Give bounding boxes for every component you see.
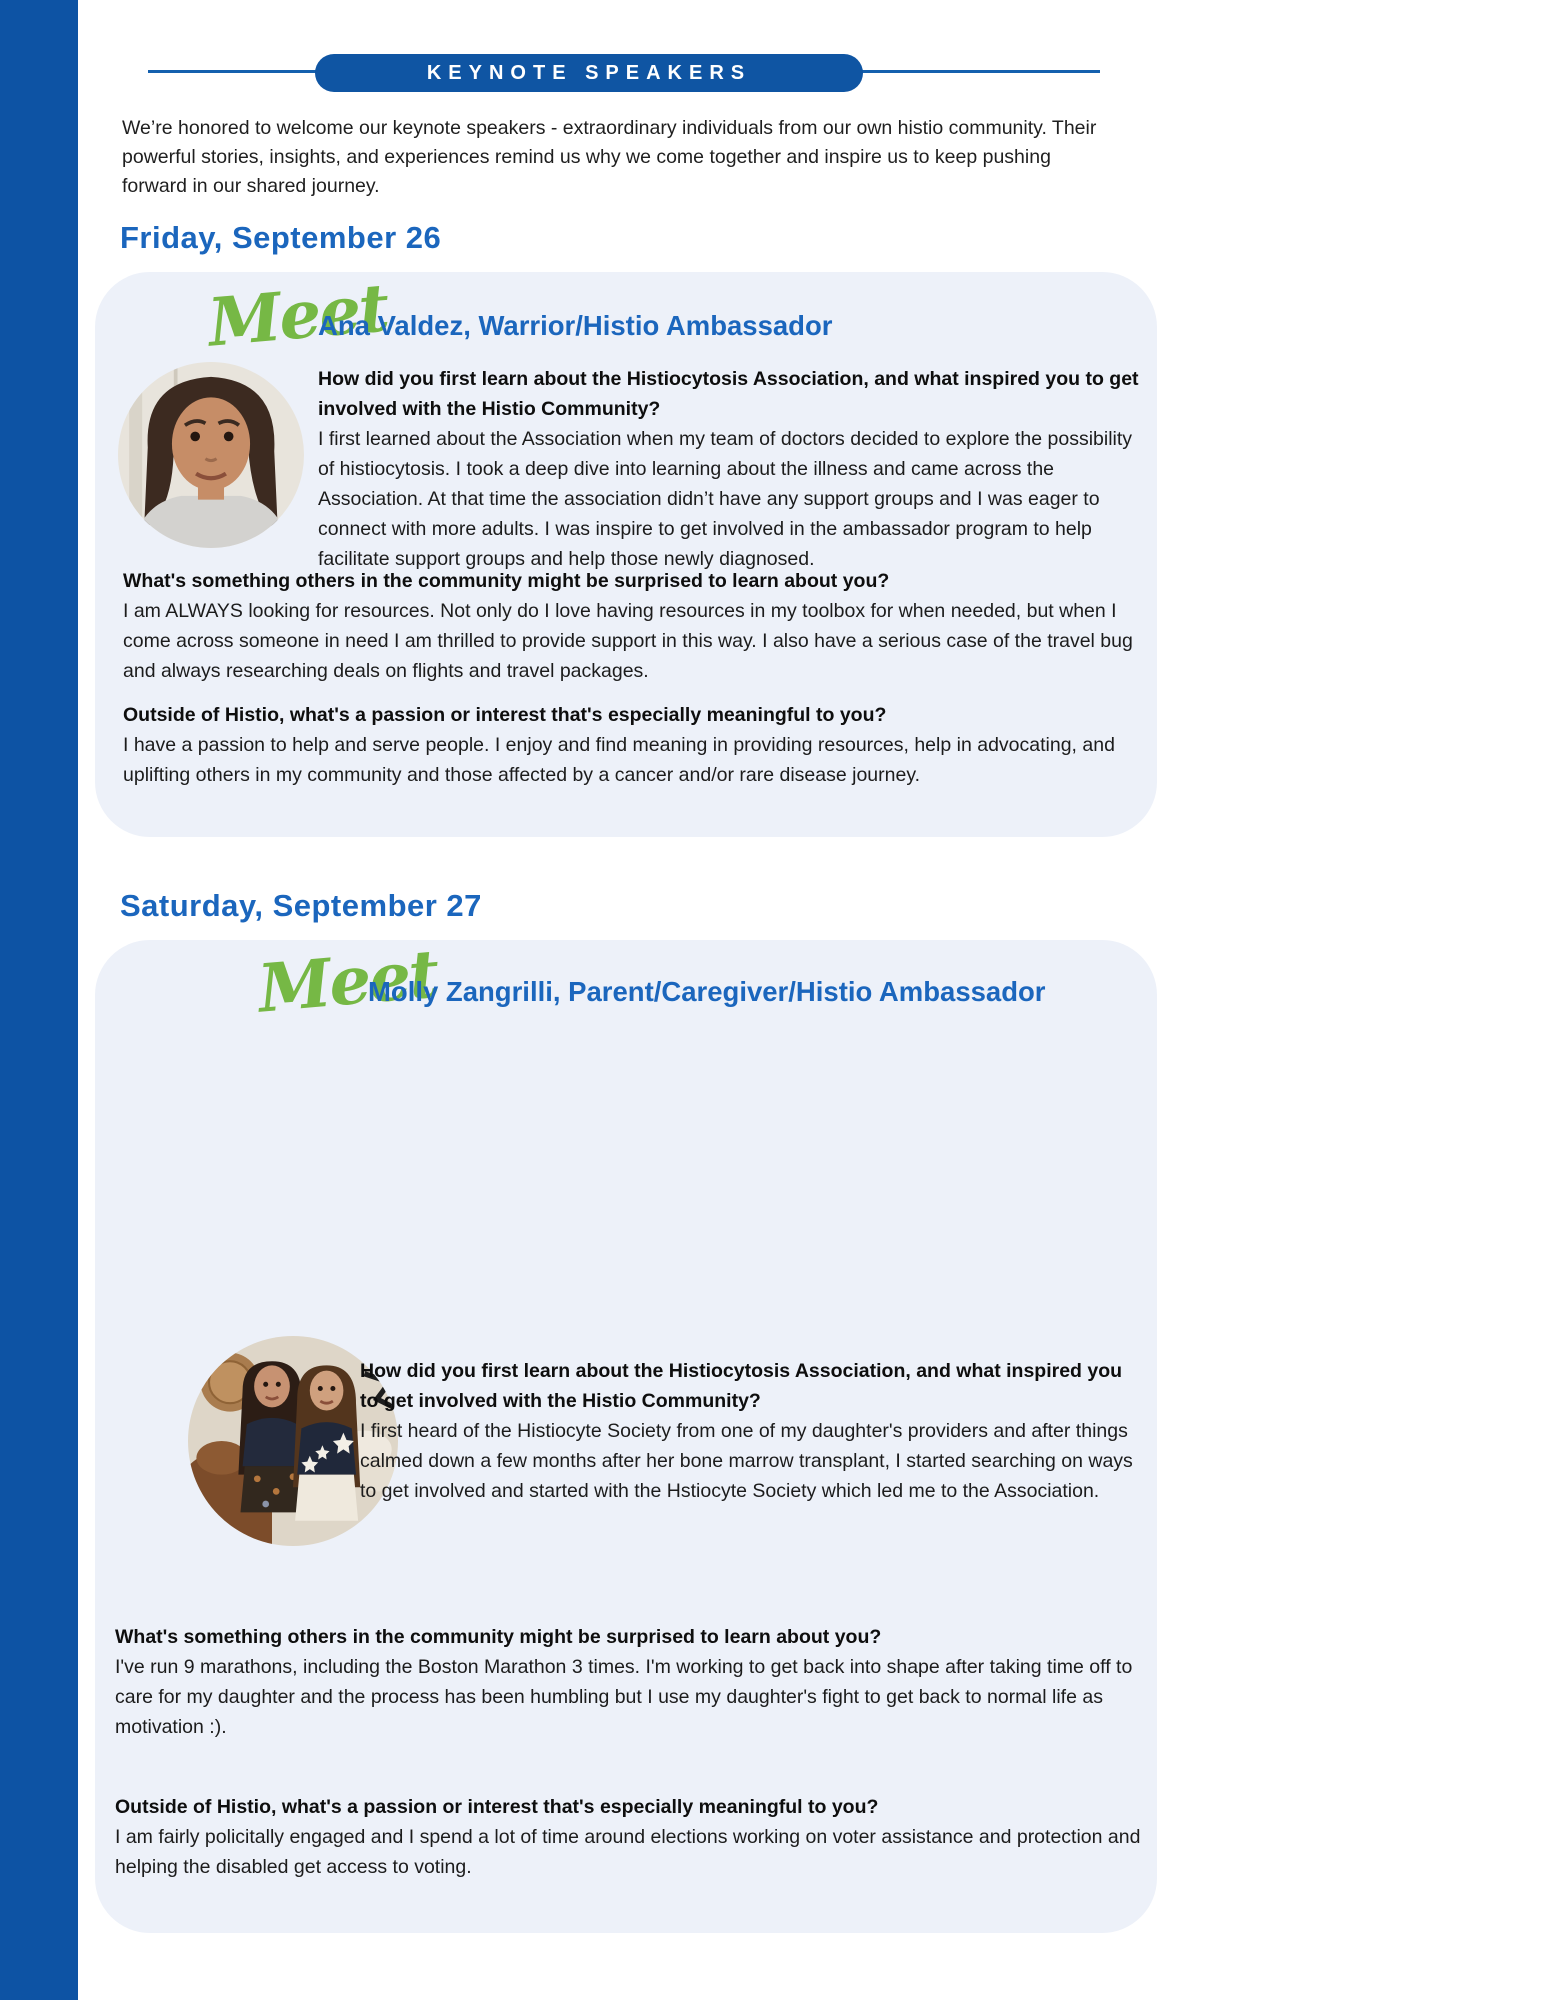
intro-paragraph: We’re honored to welcome our keynote speakers - extraordinary individuals from our own histio community. Their powerful stories, insights, and experiences remind us why we come together and inspire us to keep pushing forward in our shared journey.	[122, 117, 1097, 197]
date-heading-friday: Friday, September 26	[120, 220, 442, 255]
qa-block	[123, 700, 1149, 790]
keynote-speakers-badge	[315, 54, 863, 92]
qa-block	[115, 1622, 1153, 1742]
ana-photo	[118, 362, 304, 548]
qa-question: How did you first learn about the Histiocytosis Association, and what inspired you to get involved with the Histio Community?	[318, 368, 1139, 420]
speaker-name-molly: Molly Zangrilli, Parent/Caregiver/Histio Ambassador	[368, 976, 1046, 1007]
qa-block	[115, 1792, 1153, 1882]
meet-script-text: Meet	[254, 934, 441, 1028]
speaker-name-ana: Ana Valdez, Warrior/Histio Ambassador	[318, 310, 833, 341]
date-heading-saturday: Saturday, September 27	[120, 888, 482, 923]
qa-question: Outside of Histio, what's a passion or interest that's especially meaningful to you?	[115, 1796, 879, 1818]
qa-block	[360, 1356, 1138, 1506]
qa-question: Outside of Histio, what's a passion or interest that's especially meaningful to you?	[123, 704, 887, 726]
qa-block	[318, 364, 1144, 574]
qa-answer: I have a passion to help and serve people. I enjoy and find meaning in providing resources, help in advocating, and uplifting others in my community and those affected by a cancer and/or rare disease journey.	[123, 734, 1115, 786]
qa-question: How did you first learn about the Histiocytosis Association, and what inspired you to get involved with the Histio Community?	[360, 1360, 1123, 1412]
keynote-speakers-badge-label: KEYNOTE SPEAKERS	[426, 61, 752, 84]
qa-answer: I am fairly policitally engaged and I spend a lot of time around elections working on voter assistance and protection and helping the disabled get access to voting.	[115, 1826, 1141, 1878]
qa-answer: I first heard of the Histiocyte Society from one of my daughter's providers and after things calmed down a few months after her bone marrow transplant, I started searching on ways to get involved and started with the Hstiocyte Society which led me to the Association.	[360, 1420, 1133, 1502]
qa-answer: I am ALWAYS looking for resources. Not only do I love having resources in my toolbox for when needed, but when I come across someone in need I am thrilled to provide support in this way. I also have a serious case of the travel bug and always researching deals on flights and travel packages.	[123, 600, 1133, 682]
qa-question: What's something others in the community might be surprised to learn about you?	[123, 570, 890, 592]
qa-block	[123, 566, 1149, 686]
qa-question: What's something others in the community might be surprised to learn about you?	[115, 1626, 882, 1648]
qa-answer: I first learned about the Association when my team of doctors decided to explore the possibility of histiocytosis. I took a deep dive into learning about the illness and came across the Association. At that time the association didn’t have any support groups and I was eager to connect with more adults. I was inspire to get involved in the ambassador program to help facilitate support groups and help those newly diagnosed.	[318, 428, 1133, 570]
left-accent-bar	[0, 0, 78, 2000]
meet-script-text: Meet	[204, 268, 391, 362]
qa-answer: I've run 9 marathons, including the Boston Marathon 3 times. I'm working to get back into shape after taking time off to care for my daughter and the process has been humbling but I use my daughter's fight to get back to normal life as motivation :).	[115, 1656, 1133, 1738]
ana-portrait-illustration	[118, 362, 304, 548]
